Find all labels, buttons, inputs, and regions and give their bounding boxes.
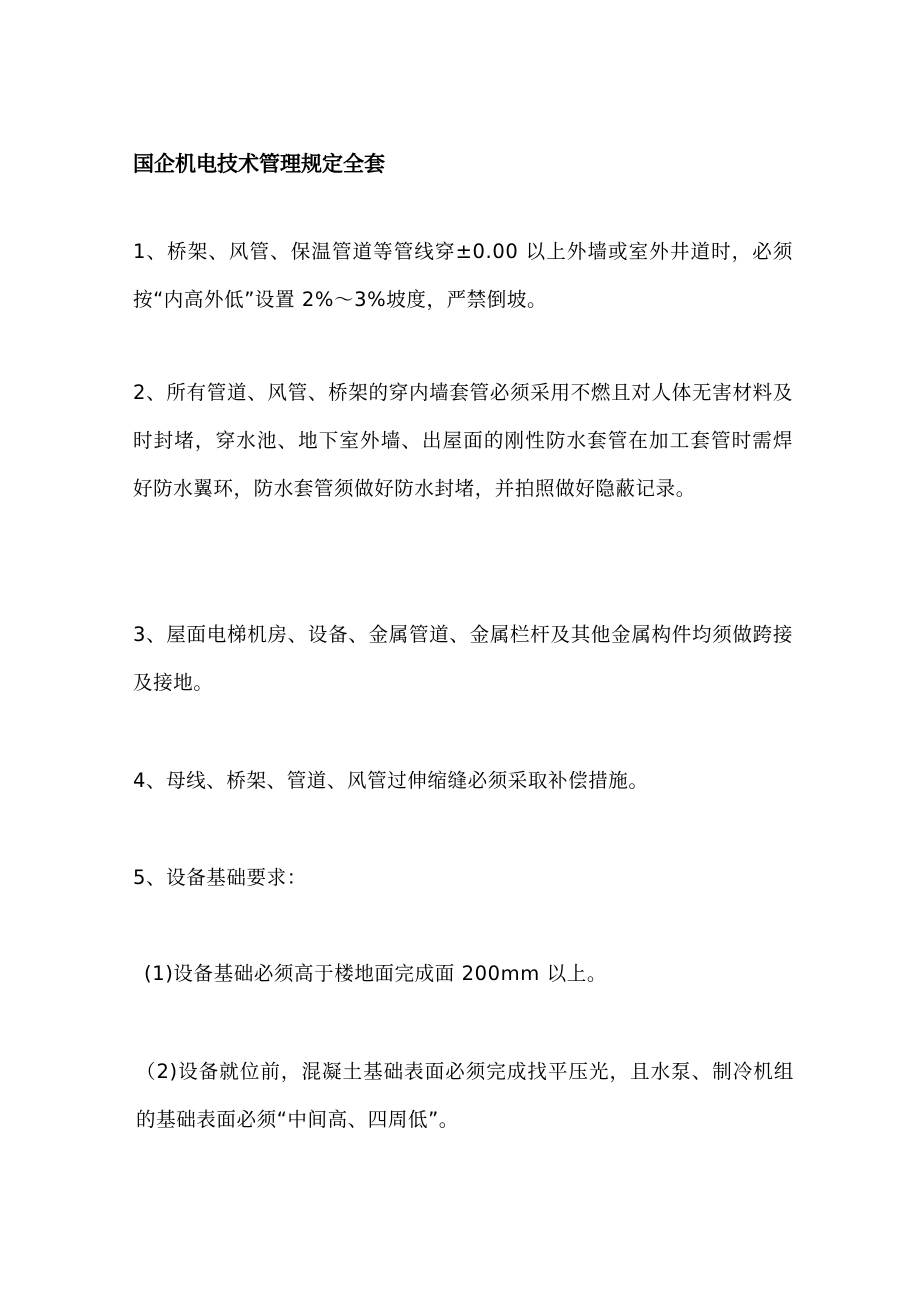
- paragraph-2: 2、所有管道、风管、桥架的穿内墙套管必须采用不燃且对人体无害材料及时封堵，穿水池、地下室外墙、出屋面的刚性防水套管在加工套管时需焊好防水翼环，防水套管须做好防水封堵，并拍照做好隐蔽记录。: [133, 381, 793, 500]
- paragraph-5: 5、设备基础要求：: [133, 866, 307, 889]
- paragraph-4: 4、母线、桥架、管道、风管过伸缩缝必须采取补偿措施。: [133, 769, 649, 792]
- document-title: 国企机电技术管理规定全套: [133, 152, 385, 176]
- sub-item-1: (1)设备基础必须高于楼地面完成面 200mm 以上。: [144, 962, 607, 985]
- paragraph-3: 3、屋面电梯机房、设备、金属管道、金属栏杆及其他金属构件均须做跨接及接地。: [133, 623, 793, 694]
- sub-item-2: （2)设备就位前，混凝土基础表面必须完成找平压光，且水泵、制冷机组的基础表面必须“中间高、四周低”。: [136, 1060, 794, 1131]
- paragraph-1: 1、桥架、风管、保温管道等管线穿±0.00 以上外墙或室外井道时，必须按“内高外低”设置 2%～3%坡度，严禁倒坡。: [133, 240, 793, 311]
